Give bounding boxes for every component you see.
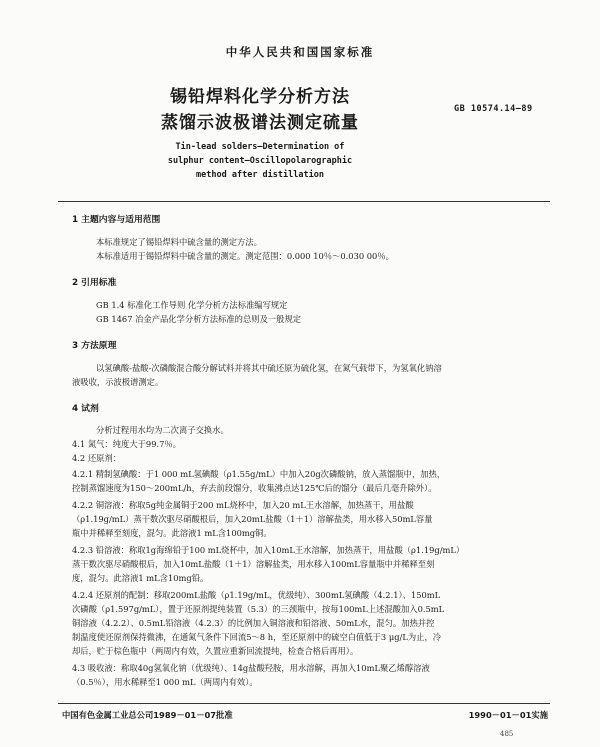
bottom-divider xyxy=(58,703,550,704)
national-standard-header: 中华人民共和国国家标准 xyxy=(225,45,375,59)
document-title-line1: 锡铅焊料化学分析方法 xyxy=(170,87,350,107)
section-1-heading: 1 主题内容与适用范围 xyxy=(72,215,161,225)
item-4-2-1-line-2: 控制蒸馏速度为150～200mL/h，弃去前段馏分，收集沸点达125℃后的馏分（最后几毫升除外）。 xyxy=(72,483,437,493)
item-4-2-2-line-3: 瓶中并稀释至刻度，混匀。此溶液1 mL含100mg铜。 xyxy=(72,528,272,538)
item-4-2-4-line-1: 4.2.4 还原剂的配制：移取200mL盐酸（ρ1.19g/mL，优级纯）、300mL氢碘酸（4.2.1）、150mL xyxy=(72,590,441,600)
section-3-heading: 3 方法原理 xyxy=(72,341,117,351)
document-title-line2: 蒸馏示波极谱法测定硫量 xyxy=(161,113,359,133)
item-4-2-3-line-2: 蒸干数次驱尽硝酸根后，加入10mL盐酸（1＋1）溶解盐类，用水移入100mL容量瓶中并稀释至刻 xyxy=(72,559,435,569)
section-4-heading: 4 试剂 xyxy=(72,404,99,414)
item-4-2-2-line-2: （ρ1.19g/mL）蒸干数次驱尽硝酸根后，加入20mL盐酸（1＋1）溶解盐类，用水移入50mL容量 xyxy=(72,514,433,524)
item-4-2-3-line-1: 4.2.3 铅溶液：称取1g海绵铅于100 mL烧杯中，加入10mL王水溶解，加热蒸干，用盐酸（ρ1.19g/mL） xyxy=(72,545,465,555)
item-4-2-1-line-1: 4.2.1 精制氢碘酸：于1 000 mL氢碘酸（ρ1.55g/mL）中加入20g次磷酸钠，放入蒸馏瓶中，加热， xyxy=(72,469,446,479)
page-number: 485 xyxy=(500,730,514,738)
section-1-paragraph-2: 本标准适用于锡铅焊料中硫含量的测定。测定范围：0.000 10％～0.030 00％。 xyxy=(96,251,394,261)
standard-number: GB 10574.14—89 xyxy=(454,104,533,114)
section-4-intro: 分析过程用水均为二次离子交换水。 xyxy=(96,425,229,435)
item-4-2-4-line-3: 铜溶液（4.2.2）、0.5mL铅溶液（4.2.3）的比例加入铜溶液和铅溶液、50mL水，混匀。加热并控 xyxy=(72,618,435,628)
item-4-2: 4.2 还原剂： xyxy=(72,453,122,463)
section-2-heading: 2 引用标准 xyxy=(72,278,117,288)
implementation-date: 1990－01－01实施 xyxy=(468,710,548,720)
section-3-line-2: 液吸收，示波极谱测定。 xyxy=(72,377,164,387)
item-4-3-line-2: （0.5％），用水稀释至1 000 mL（两周内有效）。 xyxy=(72,677,258,687)
english-title-line2: sulphur content—Oscillopolarographic xyxy=(167,156,353,166)
section-1-paragraph-1: 本标准规定了锡铅焊料中硫含量的测定方法。 xyxy=(96,237,262,247)
item-4-2-4-line-5: 却后，贮于棕色瓶中（两周内有效，久置应重新回流提纯，检查合格后再用）。 xyxy=(72,646,359,656)
top-divider xyxy=(58,201,550,202)
approval-note: 中国有色金属工业总公司1989－01－07批准 xyxy=(62,710,233,720)
english-title-line1: Tin-lead solders—Determination of xyxy=(175,142,345,152)
item-4-2-4-line-4: 制温度使还原剂保持微沸，在通氮气条件下回流5～8 h，至还原剂中的硫空白值低于3 μg/L为止，冷 xyxy=(72,632,442,642)
item-4-2-3-line-3: 度，混匀。此溶液1 mL含10mg铅。 xyxy=(72,573,209,583)
reference-gb-1467: GB 1467 冶金产品化学分析方法标准的总则及一般规定 xyxy=(96,314,302,324)
item-4-3-line-1: 4.3 吸收液：称取40g氢氧化钠（优级纯）、14g盐酸羟胺，用水溶解，再加入10mL聚乙烯醇溶液 xyxy=(72,663,430,673)
item-4-1: 4.1 氮气：纯度大于99.7％。 xyxy=(72,439,181,449)
item-4-2-2-line-1: 4.2.2 铜溶液：称取5g纯金属铜于200 mL烧杯中，加入20 mL王水溶解，加热蒸干，用盐酸 xyxy=(72,500,414,510)
section-3-line-1: 以氢碘酸-盐酸-次磷酸混合酸分解试料并将其中硫还原为硫化氢，在氮气载带下，为氢氧化钠溶 xyxy=(96,363,442,373)
english-title-line3: method after distillation xyxy=(196,170,324,180)
reference-gb-1-4: GB 1.4 标准化工作导则 化学分析方法标准编写规定 xyxy=(96,300,288,310)
item-4-2-4-line-2: 次磷酸（ρ1.597g/mL），置于还原剂提纯装置（5.3）的三颈瓶中，按每100mL上述混酸加入0.5mL xyxy=(72,604,445,614)
